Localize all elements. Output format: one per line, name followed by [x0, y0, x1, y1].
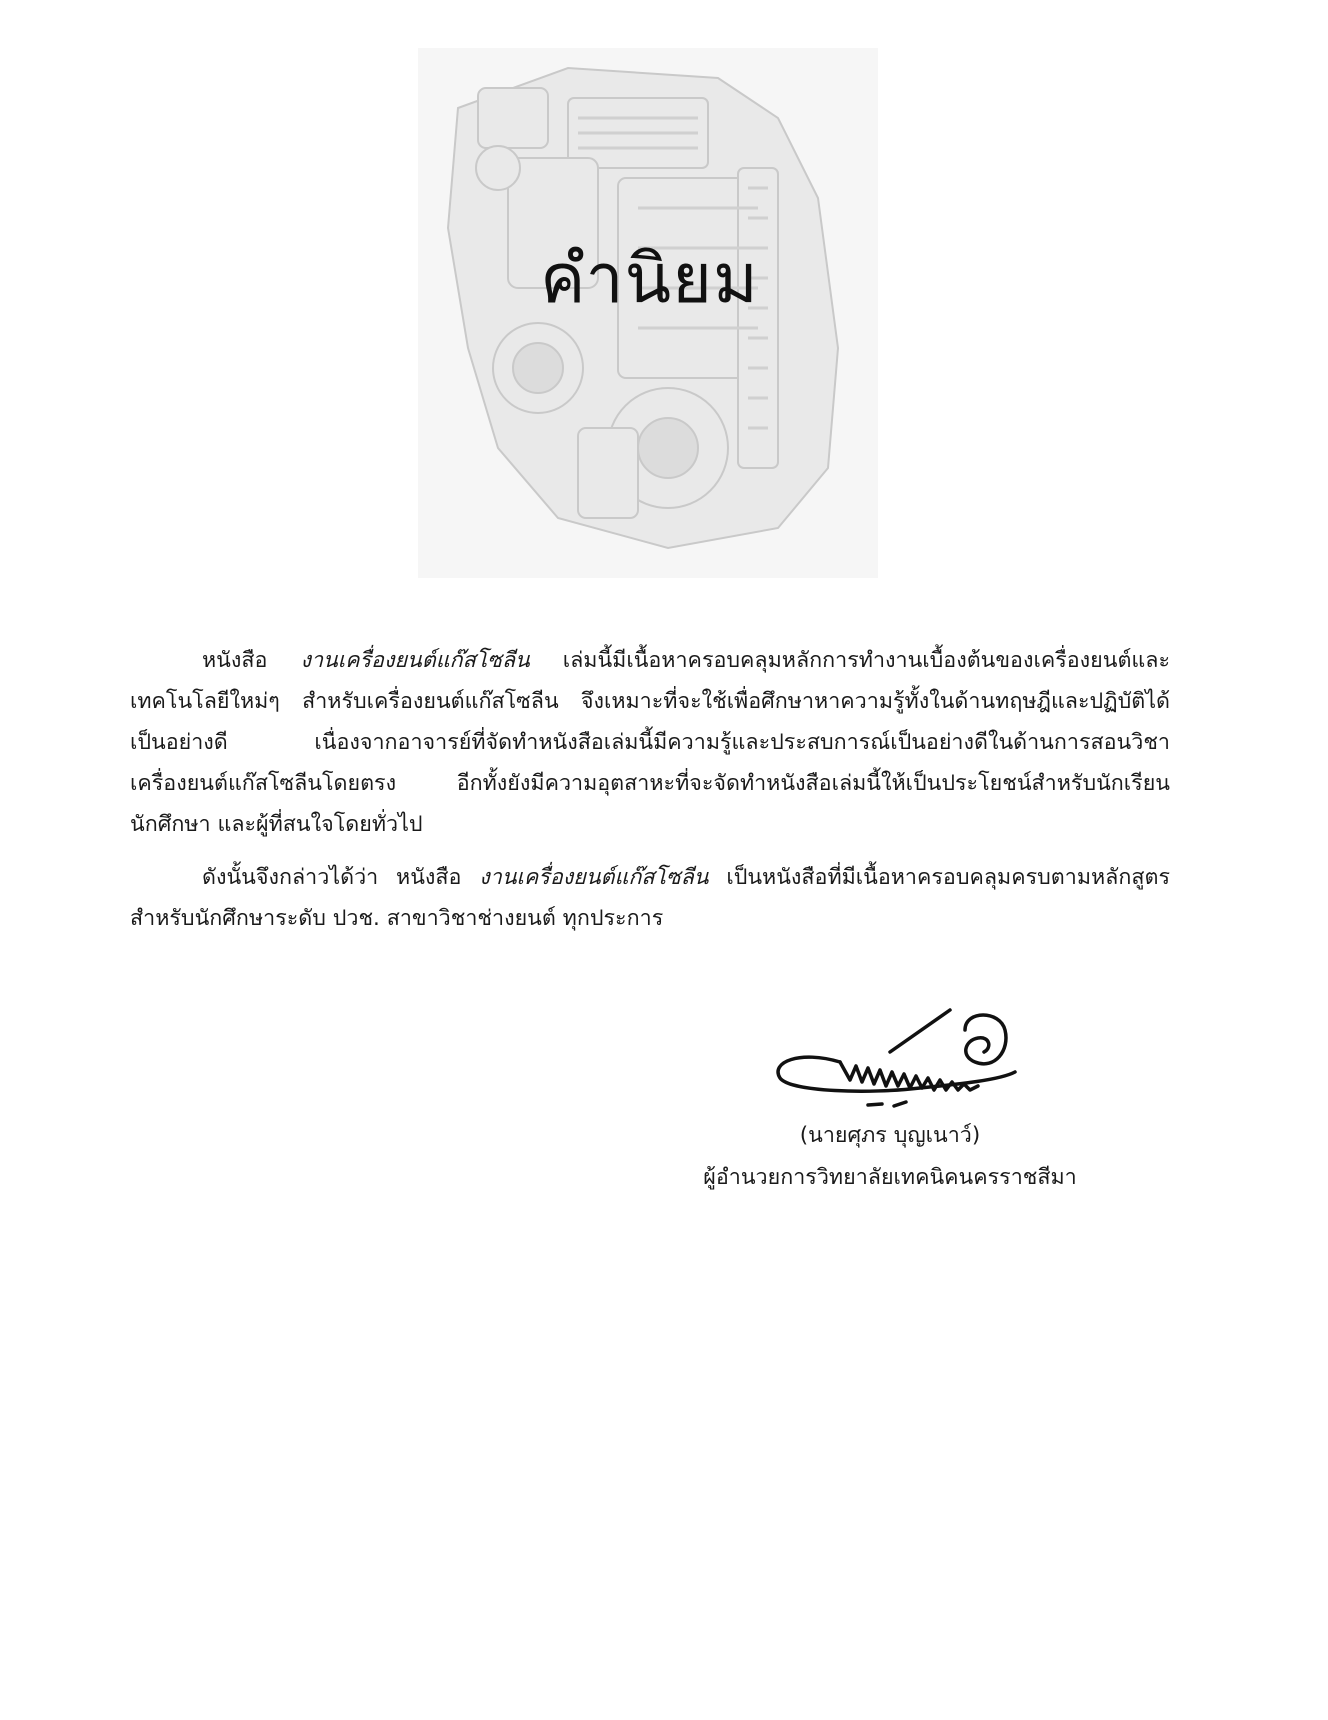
foreword-body — [130, 640, 1170, 951]
signature — [760, 1000, 1030, 1110]
paragraph-2-before: ดังนั้นจึงกล่าวได้ว่า หนังสือ — [202, 865, 480, 890]
signer-position: ผู้อำนวยการวิทยาลัยเทคนิคนครราชสีมา — [703, 1165, 1077, 1190]
paragraph-1-after: เล่มนี้มีเนื้อหาครอบคลุมหลักการทำงานเบื้องต้นของเครื่องยนต์และเทคโนโลยีใหม่ๆ สำหรับเครื่องยนต์แก๊สโซลีน จึงเหมาะที่จะใช้เพื่อศึกษาหาความรู้ทั้งในด้านทฤษฎีและปฏิบัติได้เป็นอย่างดี เนื่องจากอาจารย์ที่จัดทำหนังสือเล่มนี้มีความรู้และประสบการณ์เป็นอย่างดีในด้านการสอนวิชาเครื่องยนต์แก๊สโซลีนโดยตรง อีกทั้งยังมีความอุตสาหะที่จะจัดทำหนังสือเล่มนี้ให้เป็นประโยชน์สำหรับนักเรียน นักศึกษา และผู้ที่สนใจโดยทั่วไป — [130, 648, 1170, 837]
signature-icon — [760, 1000, 1030, 1110]
paragraph-2-after: เป็นหนังสือที่มีเนื้อหาครอบคลุมครบตามหลักสูตรสำหรับนักศึกษาระดับ ปวช. สาขาวิชาช่างยนต์ ทุกประการ — [130, 865, 1170, 931]
signer-block — [700, 1115, 1080, 1199]
signer-name: (นายศุภร บุญเนาว์) — [799, 1123, 981, 1148]
paragraph-2 — [130, 857, 1170, 939]
paragraph-1-before: หนังสือ — [202, 648, 301, 673]
page-title: คำนิยม — [540, 240, 759, 319]
book-title: งานเครื่องยนต์แก๊สโซลีน — [300, 648, 530, 673]
book-title: งานเครื่องยนต์แก๊สโซลีน — [479, 865, 709, 890]
paragraph-1 — [130, 640, 1170, 845]
